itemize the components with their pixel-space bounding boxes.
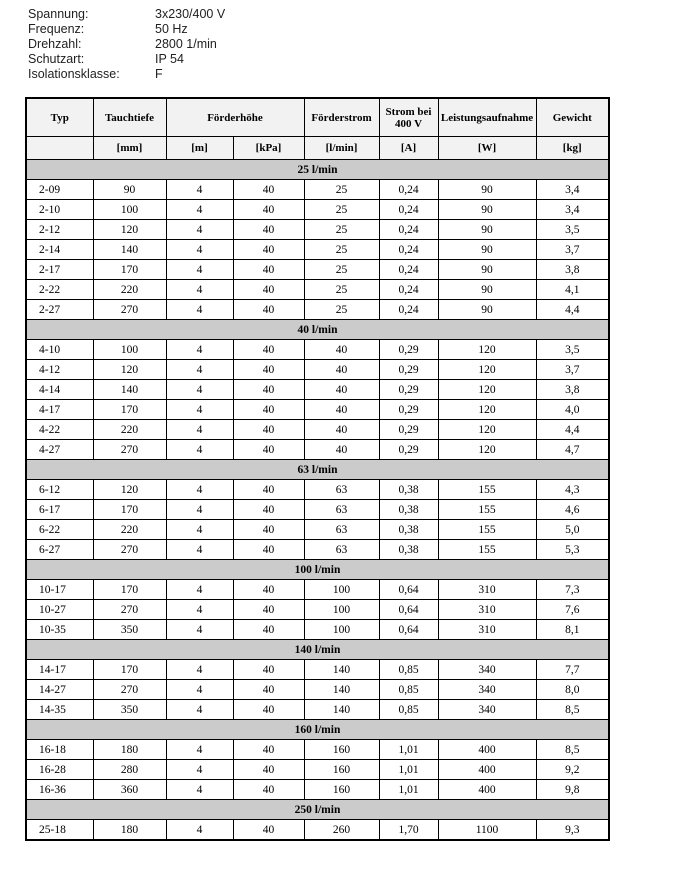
cell-typ: 16-18 xyxy=(26,740,93,760)
table-cell: 160 xyxy=(304,760,379,780)
table-cell: 40 xyxy=(304,380,379,400)
table-cell: 400 xyxy=(438,780,536,800)
cell-typ: 4-14 xyxy=(26,380,93,400)
pump-spec-table xyxy=(25,97,610,841)
table-cell: 40 xyxy=(233,660,304,680)
table-cell: 340 xyxy=(438,660,536,680)
section-band-row xyxy=(26,640,609,660)
table-cell: 170 xyxy=(93,400,166,420)
table-cell: 1,01 xyxy=(379,740,438,760)
table-cell: 350 xyxy=(93,700,166,720)
table-cell: 63 xyxy=(304,480,379,500)
table-cell: 40 xyxy=(233,480,304,500)
table-row xyxy=(26,280,609,300)
table-cell: 4 xyxy=(166,340,233,360)
spec-value: 50 Hz xyxy=(155,21,188,36)
table-cell: 7,3 xyxy=(536,580,609,600)
table-cell: 25 xyxy=(304,280,379,300)
header-row-units xyxy=(26,137,609,160)
cell-typ: 16-36 xyxy=(26,780,93,800)
table-cell: 9,3 xyxy=(536,820,609,841)
table-cell: 160 xyxy=(304,780,379,800)
table-cell: 0,24 xyxy=(379,240,438,260)
table-cell: 4 xyxy=(166,700,233,720)
table-cell: 40 xyxy=(233,780,304,800)
table-row xyxy=(26,660,609,680)
table-cell: 40 xyxy=(304,440,379,460)
table-cell: 100 xyxy=(304,600,379,620)
table-cell: 180 xyxy=(93,820,166,841)
table-cell: 4 xyxy=(166,620,233,640)
table-cell: 0,38 xyxy=(379,500,438,520)
table-cell: 100 xyxy=(93,200,166,220)
table-cell: 3,5 xyxy=(536,220,609,240)
table-cell: 155 xyxy=(438,520,536,540)
table-cell: 260 xyxy=(304,820,379,841)
table-cell: 170 xyxy=(93,660,166,680)
table-cell: 120 xyxy=(93,220,166,240)
table-cell: 40 xyxy=(233,300,304,320)
table-row xyxy=(26,440,609,460)
table-cell: 120 xyxy=(93,480,166,500)
table-cell: 5,0 xyxy=(536,520,609,540)
table-cell: 8,5 xyxy=(536,700,609,720)
table-cell: 7,7 xyxy=(536,660,609,680)
table-cell: 120 xyxy=(438,380,536,400)
unit-typ xyxy=(26,137,93,160)
table-cell: 100 xyxy=(304,620,379,640)
table-cell: 40 xyxy=(233,220,304,240)
spec-value: IP 54 xyxy=(155,51,184,66)
table-cell: 170 xyxy=(93,500,166,520)
table-cell: 90 xyxy=(438,240,536,260)
table-cell: 63 xyxy=(304,520,379,540)
section-title: 250 l/min xyxy=(26,800,609,820)
table-cell: 310 xyxy=(438,580,536,600)
header-row-labels xyxy=(26,98,609,137)
table-cell: 4 xyxy=(166,220,233,240)
table-cell: 40 xyxy=(233,520,304,540)
table-cell: 4 xyxy=(166,280,233,300)
cell-typ: 4-17 xyxy=(26,400,93,420)
table-cell: 40 xyxy=(233,580,304,600)
cell-typ: 4-22 xyxy=(26,420,93,440)
table-body xyxy=(26,160,609,841)
spec-label: Frequenz: xyxy=(28,21,85,36)
cell-typ: 6-27 xyxy=(26,540,93,560)
table-row xyxy=(26,380,609,400)
table-cell: 0,64 xyxy=(379,620,438,640)
cell-typ: 6-22 xyxy=(26,520,93,540)
table-cell: 0,24 xyxy=(379,220,438,240)
table-cell: 170 xyxy=(93,260,166,280)
section-title: 63 l/min xyxy=(26,460,609,480)
cell-typ: 2-22 xyxy=(26,280,93,300)
table-cell: 4 xyxy=(166,500,233,520)
table-row xyxy=(26,540,609,560)
table-header xyxy=(26,98,609,160)
table-cell: 0,38 xyxy=(379,540,438,560)
table-cell: 40 xyxy=(233,820,304,841)
cell-typ: 16-28 xyxy=(26,760,93,780)
section-band-row xyxy=(26,320,609,340)
table-cell: 63 xyxy=(304,540,379,560)
table-row xyxy=(26,700,609,720)
table-cell: 7,6 xyxy=(536,600,609,620)
section-band-row xyxy=(26,560,609,580)
table-cell: 100 xyxy=(304,580,379,600)
table-cell: 0,24 xyxy=(379,180,438,200)
table-cell: 40 xyxy=(233,680,304,700)
spec-label: Isolationsklasse: xyxy=(28,66,120,81)
table-cell: 0,85 xyxy=(379,700,438,720)
table-row xyxy=(26,580,609,600)
table-row xyxy=(26,240,609,260)
table-cell: 4 xyxy=(166,240,233,260)
col-foerderstrom: Förderstrom xyxy=(304,98,379,137)
table-cell: 4 xyxy=(166,400,233,420)
spec-value: 2800 1/min xyxy=(155,36,217,51)
spec-value: F xyxy=(155,66,163,81)
table-cell: 25 xyxy=(304,200,379,220)
table-cell: 4,3 xyxy=(536,480,609,500)
table-cell: 8,1 xyxy=(536,620,609,640)
table-cell: 9,2 xyxy=(536,760,609,780)
section-title: 160 l/min xyxy=(26,720,609,740)
cell-typ: 14-17 xyxy=(26,660,93,680)
table-cell: 40 xyxy=(233,440,304,460)
table-cell: 90 xyxy=(438,200,536,220)
table-cell: 40 xyxy=(233,540,304,560)
table-cell: 3,4 xyxy=(536,180,609,200)
table-cell: 270 xyxy=(93,540,166,560)
table-cell: 40 xyxy=(233,420,304,440)
section-title: 100 l/min xyxy=(26,560,609,580)
table-row xyxy=(26,780,609,800)
table-cell: 180 xyxy=(93,740,166,760)
table-cell: 3,8 xyxy=(536,380,609,400)
col-typ: Typ xyxy=(26,98,93,137)
table-cell: 3,7 xyxy=(536,360,609,380)
table-cell: 1100 xyxy=(438,820,536,841)
table-row xyxy=(26,480,609,500)
col-foerderhoehe: Förderhöhe xyxy=(166,98,304,137)
section-band-row xyxy=(26,720,609,740)
table-cell: 4 xyxy=(166,380,233,400)
cell-typ: 14-35 xyxy=(26,700,93,720)
table-cell: 155 xyxy=(438,540,536,560)
table-cell: 4 xyxy=(166,540,233,560)
table-cell: 155 xyxy=(438,480,536,500)
cell-typ: 6-12 xyxy=(26,480,93,500)
table-row xyxy=(26,760,609,780)
table-cell: 170 xyxy=(93,580,166,600)
table-cell: 0,29 xyxy=(379,340,438,360)
table-cell: 0,24 xyxy=(379,280,438,300)
table-cell: 0,85 xyxy=(379,660,438,680)
table-cell: 40 xyxy=(233,280,304,300)
table-cell: 4 xyxy=(166,180,233,200)
section-band-row xyxy=(26,160,609,180)
table-cell: 40 xyxy=(233,760,304,780)
cell-typ: 2-17 xyxy=(26,260,93,280)
table-cell: 40 xyxy=(304,360,379,380)
table-cell: 4,1 xyxy=(536,280,609,300)
table-row xyxy=(26,400,609,420)
section-title: 25 l/min xyxy=(26,160,609,180)
table-cell: 270 xyxy=(93,600,166,620)
table-cell: 140 xyxy=(304,680,379,700)
spec-row-drehzahl xyxy=(28,37,225,52)
table-cell: 120 xyxy=(438,440,536,460)
table-cell: 0,29 xyxy=(379,440,438,460)
table-cell: 4 xyxy=(166,300,233,320)
table-cell: 25 xyxy=(304,300,379,320)
table-cell: 8,0 xyxy=(536,680,609,700)
table-cell: 0,64 xyxy=(379,580,438,600)
table-cell: 3,5 xyxy=(536,340,609,360)
table-cell: 340 xyxy=(438,680,536,700)
table-cell: 140 xyxy=(304,700,379,720)
table-cell: 220 xyxy=(93,520,166,540)
cell-typ: 10-35 xyxy=(26,620,93,640)
table-cell: 0,38 xyxy=(379,480,438,500)
table-row xyxy=(26,820,609,841)
table-cell: 4 xyxy=(166,480,233,500)
section-title: 40 l/min xyxy=(26,320,609,340)
cell-typ: 4-10 xyxy=(26,340,93,360)
section-band-row xyxy=(26,460,609,480)
table-cell: 0,24 xyxy=(379,300,438,320)
table-cell: 5,3 xyxy=(536,540,609,560)
col-strom-bei-400v: Strom bei 400 V xyxy=(379,98,438,137)
table-cell: 90 xyxy=(438,180,536,200)
cell-typ: 10-27 xyxy=(26,600,93,620)
cell-typ: 2-27 xyxy=(26,300,93,320)
table-cell: 400 xyxy=(438,740,536,760)
spec-row-isolationsklasse xyxy=(28,67,225,82)
table-cell: 270 xyxy=(93,440,166,460)
table-cell: 0,24 xyxy=(379,260,438,280)
unit-w: [W] xyxy=(438,137,536,160)
table-cell: 40 xyxy=(304,340,379,360)
table-cell: 140 xyxy=(93,380,166,400)
spec-value: 3x230/400 V xyxy=(155,7,226,21)
table-cell: 0,85 xyxy=(379,680,438,700)
table-cell: 220 xyxy=(93,280,166,300)
table-cell: 9,8 xyxy=(536,780,609,800)
table-cell: 4 xyxy=(166,660,233,680)
table-cell: 360 xyxy=(93,780,166,800)
table-cell: 400 xyxy=(438,760,536,780)
table-row xyxy=(26,740,609,760)
table-cell: 40 xyxy=(304,420,379,440)
table-cell: 350 xyxy=(93,620,166,640)
cell-typ: 2-09 xyxy=(26,180,93,200)
unit-mm: [mm] xyxy=(93,137,166,160)
spec-label: Drehzahl: xyxy=(28,36,82,51)
cell-typ: 2-10 xyxy=(26,200,93,220)
cell-typ: 10-17 xyxy=(26,580,93,600)
table-cell: 0,29 xyxy=(379,380,438,400)
table-row xyxy=(26,200,609,220)
table-cell: 280 xyxy=(93,760,166,780)
table-cell: 40 xyxy=(233,500,304,520)
col-leistungsaufnahme: Leistungsaufnahme xyxy=(438,98,536,137)
table-cell: 25 xyxy=(304,180,379,200)
table-cell: 40 xyxy=(233,200,304,220)
table-cell: 4,4 xyxy=(536,420,609,440)
spec-label: Schutzart: xyxy=(28,51,85,66)
table-cell: 0,24 xyxy=(379,200,438,220)
table-cell: 120 xyxy=(93,360,166,380)
table-cell: 4 xyxy=(166,600,233,620)
table-cell: 0,29 xyxy=(379,400,438,420)
table-cell: 270 xyxy=(93,300,166,320)
table-cell: 310 xyxy=(438,600,536,620)
table-cell: 40 xyxy=(233,340,304,360)
table-cell: 160 xyxy=(304,740,379,760)
table-cell: 0,38 xyxy=(379,520,438,540)
table-cell: 4 xyxy=(166,580,233,600)
table-cell: 120 xyxy=(438,400,536,420)
spec-label: Spannung: xyxy=(28,7,89,21)
cell-typ: 14-27 xyxy=(26,680,93,700)
table-cell: 4 xyxy=(166,760,233,780)
cell-typ: 4-27 xyxy=(26,440,93,460)
table-cell: 140 xyxy=(93,240,166,260)
spec-list xyxy=(28,7,225,82)
table-cell: 1,01 xyxy=(379,780,438,800)
table-cell: 25 xyxy=(304,260,379,280)
table-row xyxy=(26,680,609,700)
table-row xyxy=(26,300,609,320)
table-cell: 120 xyxy=(438,420,536,440)
table-row xyxy=(26,500,609,520)
table-cell: 4,6 xyxy=(536,500,609,520)
table-cell: 4 xyxy=(166,360,233,380)
table-cell: 100 xyxy=(93,340,166,360)
cell-typ: 2-12 xyxy=(26,220,93,240)
unit-a: [A] xyxy=(379,137,438,160)
table-cell: 220 xyxy=(93,420,166,440)
table-cell: 270 xyxy=(93,680,166,700)
table-cell: 0,29 xyxy=(379,420,438,440)
section-title: 140 l/min xyxy=(26,640,609,660)
table-cell: 40 xyxy=(233,380,304,400)
table-cell: 340 xyxy=(438,700,536,720)
table-row xyxy=(26,180,609,200)
table-cell: 4,0 xyxy=(536,400,609,420)
table-cell: 4 xyxy=(166,820,233,841)
table-row xyxy=(26,520,609,540)
table-cell: 8,5 xyxy=(536,740,609,760)
table-cell: 25 xyxy=(304,240,379,260)
unit-kpa: [kPa] xyxy=(233,137,304,160)
table-cell: 4 xyxy=(166,680,233,700)
table-cell: 155 xyxy=(438,500,536,520)
col-gewicht: Gewicht xyxy=(536,98,609,137)
unit-lmin: [l/min] xyxy=(304,137,379,160)
table-cell: 310 xyxy=(438,620,536,640)
table-cell: 40 xyxy=(233,360,304,380)
spec-row-schutzart xyxy=(28,52,225,67)
table-cell: 90 xyxy=(438,300,536,320)
spec-row-frequenz xyxy=(28,22,225,37)
cell-typ: 6-17 xyxy=(26,500,93,520)
table-row xyxy=(26,420,609,440)
cell-typ: 4-12 xyxy=(26,360,93,380)
table-cell: 40 xyxy=(304,400,379,420)
table-cell: 4,7 xyxy=(536,440,609,460)
table-cell: 3,4 xyxy=(536,200,609,220)
table-cell: 4,4 xyxy=(536,300,609,320)
table-cell: 40 xyxy=(233,620,304,640)
table-cell: 90 xyxy=(438,280,536,300)
table-row xyxy=(26,620,609,640)
table-cell: 40 xyxy=(233,180,304,200)
table-cell: 4 xyxy=(166,200,233,220)
table-cell: 4 xyxy=(166,780,233,800)
cell-typ: 2-14 xyxy=(26,240,93,260)
table-cell: 40 xyxy=(233,260,304,280)
table-cell: 40 xyxy=(233,600,304,620)
table-cell: 1,01 xyxy=(379,760,438,780)
table-cell: 40 xyxy=(233,700,304,720)
table-cell: 0,29 xyxy=(379,360,438,380)
table-cell: 40 xyxy=(233,240,304,260)
table-cell: 25 xyxy=(304,220,379,240)
table-cell: 4 xyxy=(166,740,233,760)
table-cell: 3,8 xyxy=(536,260,609,280)
section-band-row xyxy=(26,800,609,820)
table-cell: 4 xyxy=(166,420,233,440)
table-cell: 1,70 xyxy=(379,820,438,841)
table-cell: 90 xyxy=(438,220,536,240)
table-cell: 63 xyxy=(304,500,379,520)
table-cell: 40 xyxy=(233,740,304,760)
table-cell: 4 xyxy=(166,440,233,460)
table-row xyxy=(26,260,609,280)
table-row xyxy=(26,360,609,380)
table-row xyxy=(26,340,609,360)
table-cell: 140 xyxy=(304,660,379,680)
table-cell: 0,64 xyxy=(379,600,438,620)
table-cell: 4 xyxy=(166,520,233,540)
table-cell: 3,7 xyxy=(536,240,609,260)
table-row xyxy=(26,600,609,620)
table-cell: 120 xyxy=(438,360,536,380)
table-row xyxy=(26,220,609,240)
col-tauchtiefe: Tauchtiefe xyxy=(93,98,166,137)
spec-row-spannung xyxy=(28,7,225,22)
unit-m: [m] xyxy=(166,137,233,160)
unit-kg: [kg] xyxy=(536,137,609,160)
table-cell: 90 xyxy=(93,180,166,200)
cell-typ: 25-18 xyxy=(26,820,93,841)
table-cell: 120 xyxy=(438,340,536,360)
table-cell: 40 xyxy=(233,400,304,420)
table-cell: 4 xyxy=(166,260,233,280)
table-cell: 90 xyxy=(438,260,536,280)
